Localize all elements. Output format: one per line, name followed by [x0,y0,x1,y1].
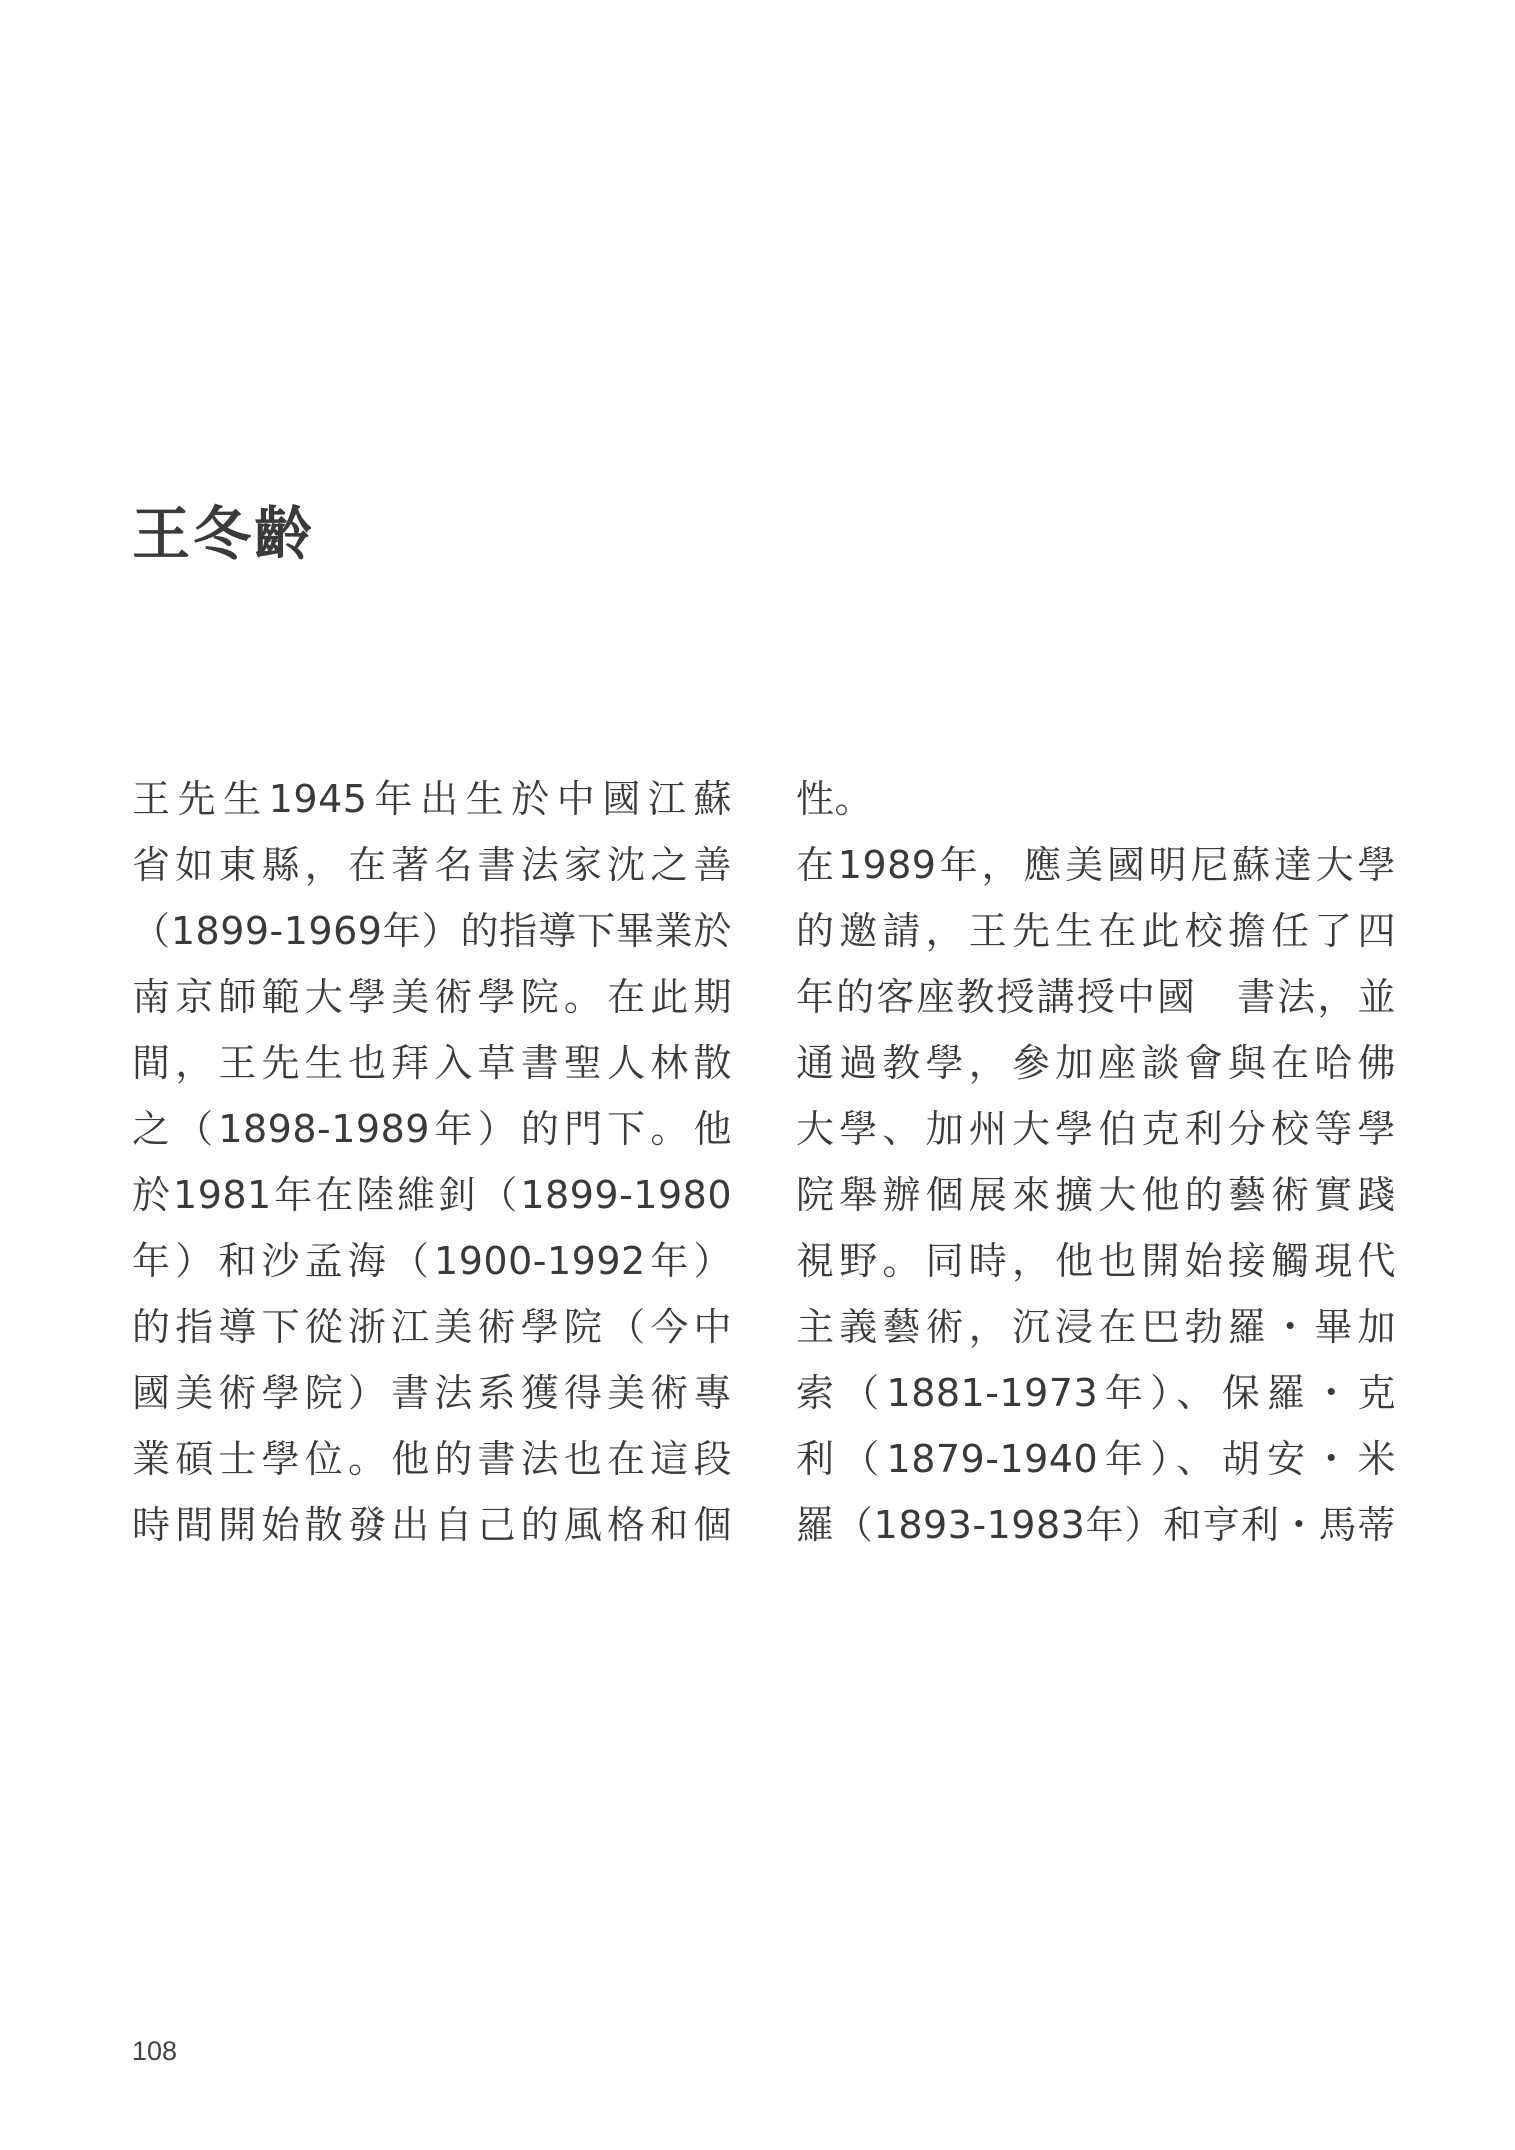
text-line: 年）和沙孟海（1900-1992年） [132,1239,732,1283]
text-line: 在1989年，應美國明尼蘇達大學 [796,843,1396,887]
text-line: 間，王先生也拜入草書聖人林散 [132,1041,732,1085]
text-line: 年的客座教授講授中國 書法，並 [796,975,1396,1019]
text-line: 的邀請，王先生在此校擔任了四 [796,909,1396,953]
text-line: 的指導下從浙江美術學院（今中 [132,1305,732,1349]
page-title: 王冬齡 [132,500,316,568]
text-line: 業碩士學位。他的書法也在這段 [132,1437,732,1481]
text-line: 之（1898-1989年）的門下。他 [132,1107,732,1151]
page-number: 108 [132,2036,178,2066]
text-line: 時間開始散發出自己的風格和個 [132,1503,732,1547]
text-line: 羅（1893-1983年）和亨利・馬蒂 [796,1503,1396,1547]
left-text-column [132,766,732,1558]
text-line: 大學、加州大學伯克利分校等學 [796,1107,1396,1151]
text-line: 省如東縣，在著名書法家沈之善 [132,843,732,887]
right-text-column [796,766,1396,1558]
text-line: 利（1879-1940年）、胡安・米 [796,1437,1396,1481]
text-line: 於1981年在陸維釗（1899-1980 [132,1173,732,1217]
text-line: 南京師範大學美術學院。在此期 [132,975,732,1019]
text-line: 通過教學，參加座談會與在哈佛 [796,1041,1396,1085]
text-line: 國美術學院）書法系獲得美術專 [132,1371,732,1415]
text-line: （1899-1969年）的指導下畢業於 [132,909,732,953]
text-line: 性。 [796,777,874,821]
text-line: 院舉辦個展來擴大他的藝術實踐 [796,1173,1396,1217]
text-line: 視野。同時，他也開始接觸現代 [796,1239,1396,1283]
text-line: 索（1881-1973年）、保羅・克 [796,1371,1396,1415]
text-line: 王先生1945年出生於中國江蘇 [132,777,732,821]
text-line: 主義藝術，沉浸在巴勃羅・畢加 [796,1305,1396,1349]
